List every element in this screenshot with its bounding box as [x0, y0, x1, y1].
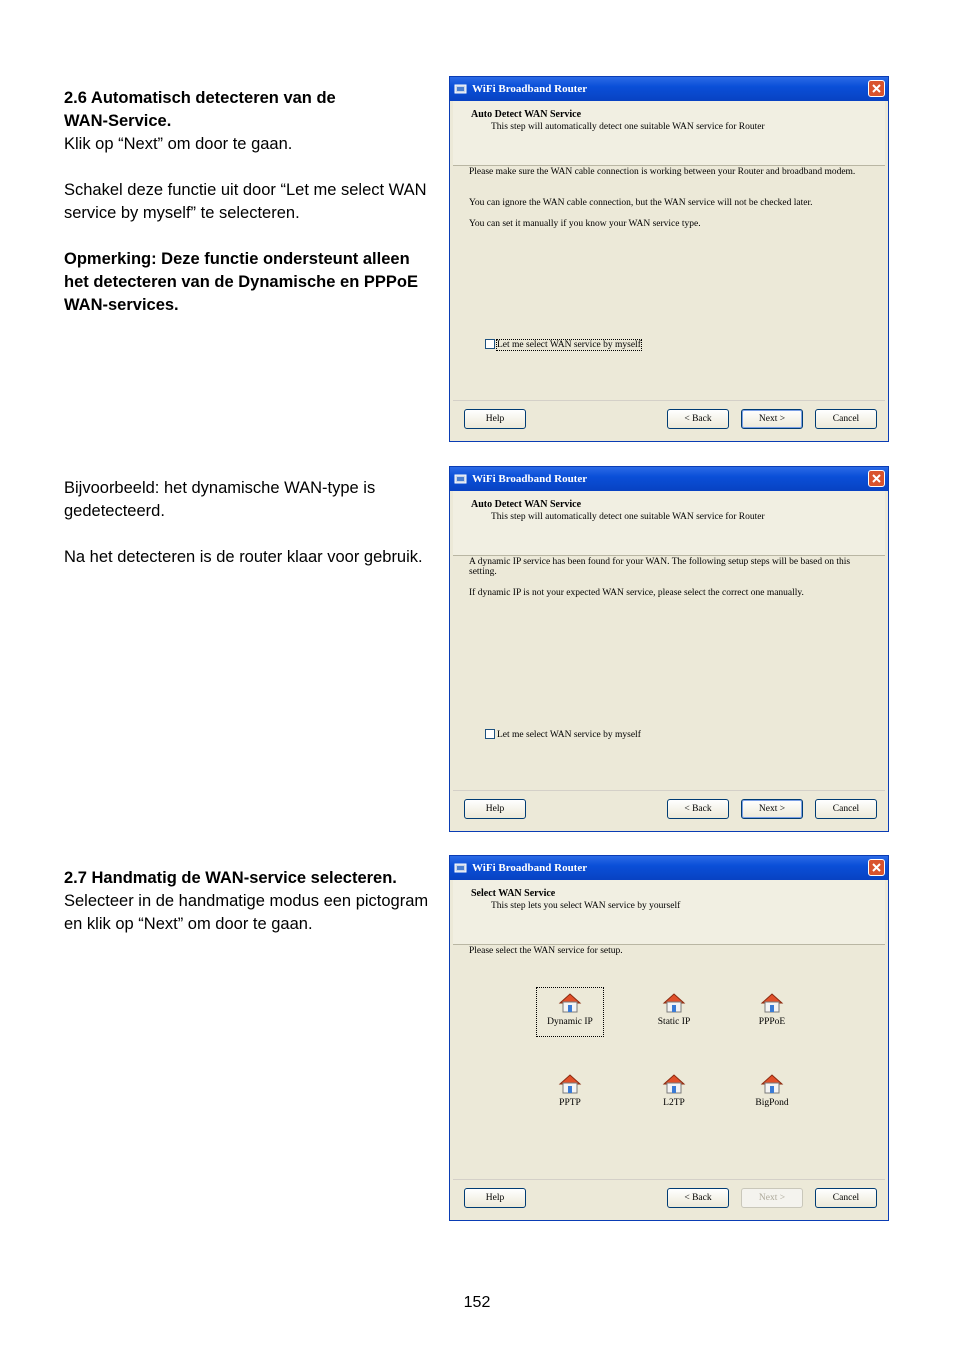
app-icon [454, 82, 467, 95]
info-text: If dynamic IP is not your expected WAN service, please select the correct one manually. [469, 588, 804, 598]
wizard-header [453, 491, 885, 556]
house-icon [661, 990, 687, 1016]
checkbox[interactable] [485, 339, 495, 349]
wan-option-l2tp[interactable] [641, 1069, 707, 1108]
window-title: WiFi Broadband Router [472, 862, 588, 874]
instruction-text: Klik op “Next” om door te gaan. [64, 135, 293, 153]
next-button[interactable]: Next > [741, 799, 803, 819]
house-icon [557, 1071, 583, 1097]
wan-option-bigpond[interactable] [739, 1069, 805, 1108]
house-icon [557, 990, 583, 1016]
back-button[interactable]: < Back [667, 409, 729, 429]
title-bar [450, 856, 888, 880]
info-text: Please select the WAN service for setup. [469, 946, 623, 956]
next-button[interactable]: Next > [741, 409, 803, 429]
wizard-subtitle: This step will automatically detect one suitable WAN service for Router [491, 512, 765, 522]
window-title: WiFi Broadband Router [472, 473, 588, 485]
remark-note: Opmerking: Deze functie ondersteunt alleen het detecteren van de Dynamische en PPPoE WAN-services. [64, 250, 418, 314]
section-example-text [64, 477, 436, 592]
wizard-body [453, 166, 885, 401]
info-text: You can set it manually if you know your WAN service type. [469, 219, 701, 229]
close-button[interactable] [868, 80, 885, 97]
close-button[interactable] [868, 470, 885, 487]
help-button[interactable]: Help [464, 409, 526, 429]
wizard-subtitle: This step will automatically detect one suitable WAN service for Router [491, 122, 765, 132]
option-label: PPTP [559, 1098, 581, 1108]
app-icon [454, 861, 467, 874]
close-icon [869, 471, 884, 486]
house-icon [759, 990, 785, 1016]
wizard-title: Select WAN Service [471, 888, 556, 899]
wizard-header [453, 880, 885, 945]
checkbox[interactable] [485, 729, 495, 739]
option-label: BigPond [755, 1098, 789, 1108]
page-number: 152 [463, 1294, 491, 1311]
wan-option-static-ip[interactable] [641, 988, 707, 1027]
wizard-dialog-auto-detect [449, 76, 889, 442]
back-button[interactable]: < Back [667, 799, 729, 819]
next-button[interactable]: Next > [741, 1188, 803, 1208]
cancel-button[interactable]: Cancel [815, 409, 877, 429]
section-heading: 2.7 Handmatig de WAN-service selecteren. [64, 869, 397, 887]
app-icon [454, 472, 467, 485]
info-text: You can ignore the WAN cable connection, but the WAN service will not be checked later. [469, 198, 813, 208]
example-text: Bijvoorbeeld: het dynamische WAN-type is gedetecteerd. [64, 479, 376, 520]
close-icon [869, 81, 884, 96]
info-text: Please make sure the WAN cable connection is working between your Router and broadband modem. [469, 167, 856, 177]
ready-text: Na het detecteren is de router klaar voor gebruik. [64, 548, 423, 566]
close-icon [869, 860, 884, 875]
wizard-body [453, 945, 885, 1180]
close-button[interactable] [868, 859, 885, 876]
button-bar [453, 400, 885, 438]
manual-select-checkbox[interactable] [485, 339, 641, 350]
cancel-button[interactable]: Cancel [815, 1188, 877, 1208]
title-bar [450, 77, 888, 101]
checkbox-label[interactable]: Let me select WAN service by myself [497, 340, 641, 350]
button-bar [453, 1179, 885, 1217]
option-label: PPPoE [758, 1017, 786, 1027]
info-text: A dynamic IP service has been found for your WAN. The following setup steps will be based on this setting. [469, 557, 851, 577]
back-button[interactable]: < Back [667, 1188, 729, 1208]
wan-option-pppoe[interactable] [739, 988, 805, 1027]
button-bar [453, 790, 885, 828]
wizard-header [453, 101, 885, 166]
disable-note: Schakel deze functie uit door “Let me select WAN service by myself” te selecteren. [64, 181, 427, 222]
section-auto-detect-text [64, 87, 436, 340]
cancel-button[interactable]: Cancel [815, 799, 877, 819]
checkbox-label[interactable]: Let me select WAN service by myself [497, 730, 641, 740]
wizard-title: Auto Detect WAN Service [471, 109, 582, 120]
option-label: Dynamic IP [547, 1017, 593, 1027]
house-icon [661, 1071, 687, 1097]
wan-option-pptp[interactable] [537, 1069, 603, 1108]
title-bar [450, 467, 888, 491]
wizard-body [453, 556, 885, 791]
instruction-text: Selecteer in de handmatige modus een pictogram en klik op “Next” om door te gaan. [64, 892, 429, 933]
wan-option-dynamic-ip[interactable] [537, 988, 603, 1036]
window-title: WiFi Broadband Router [472, 83, 588, 95]
manual-select-checkbox[interactable] [485, 729, 641, 740]
help-button[interactable]: Help [464, 799, 526, 819]
help-button[interactable]: Help [464, 1188, 526, 1208]
section-manual-text [64, 867, 436, 959]
section-heading: 2.6 Automatisch detecteren van de WAN-Service. [64, 89, 336, 130]
house-icon [759, 1071, 785, 1097]
option-label: Static IP [657, 1017, 691, 1027]
wizard-dialog-detected [449, 466, 889, 832]
wizard-subtitle: This step lets you select WAN service by yourself [491, 901, 681, 911]
wizard-title: Auto Detect WAN Service [471, 499, 582, 510]
wizard-dialog-select-wan [449, 855, 889, 1221]
option-label: L2TP [663, 1098, 685, 1108]
